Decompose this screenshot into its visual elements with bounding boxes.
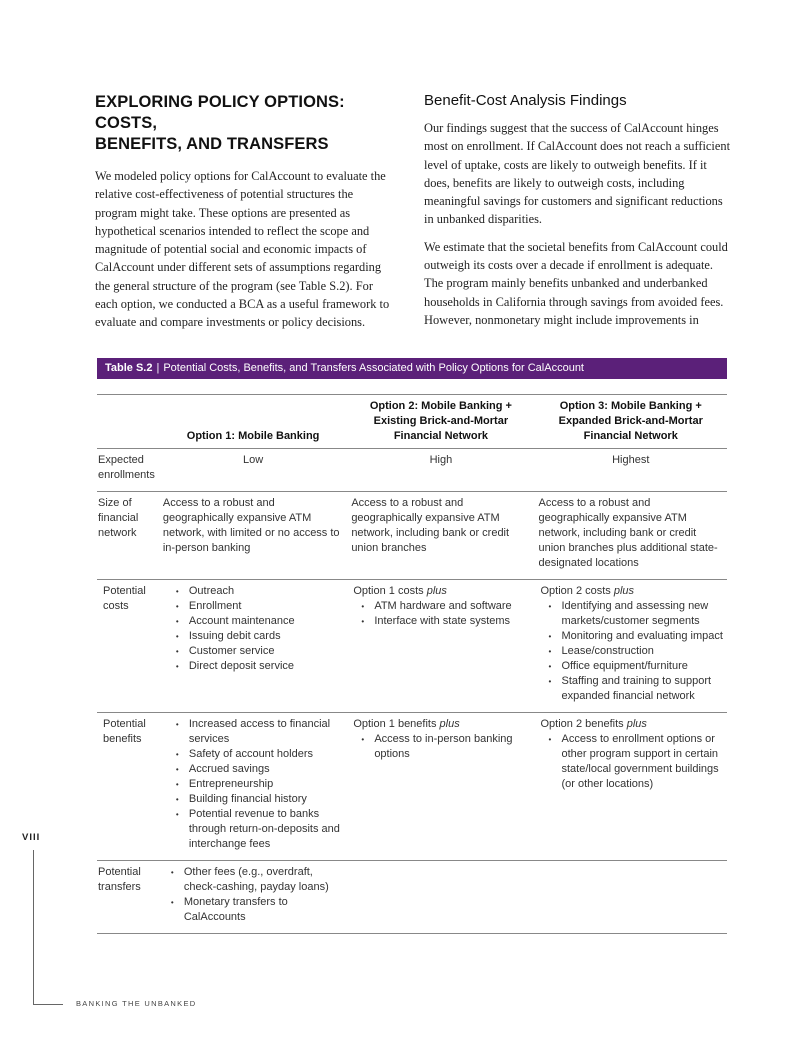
cell-option-1 bbox=[159, 580, 347, 713]
cell-option-2: High bbox=[429, 454, 453, 466]
table-header-row bbox=[97, 395, 727, 449]
lead-text bbox=[353, 717, 530, 732]
list-item: • Outreach bbox=[176, 584, 343, 599]
bullet-list bbox=[163, 865, 343, 925]
row-label: Potential benefits bbox=[103, 718, 146, 745]
list-item: • Customer service bbox=[176, 644, 343, 659]
cell-option-2 bbox=[347, 580, 534, 713]
list-item: • Staffing and training to support expanded financial network bbox=[548, 674, 723, 704]
bullet-list bbox=[163, 584, 343, 674]
table-row-enrollments bbox=[97, 449, 727, 492]
page-number: VIII bbox=[22, 832, 41, 843]
bullet-list bbox=[163, 717, 343, 852]
heading-line-1: EXPLORING POLICY OPTIONS: COSTS, bbox=[95, 93, 345, 132]
row-label: Expected enrollments bbox=[98, 454, 155, 481]
list-item: • Direct deposit service bbox=[176, 659, 343, 674]
list-item: • Access to enrollment options or other program support in certain state/local government buildings (or other locations) bbox=[548, 732, 723, 792]
cell-option-2 bbox=[347, 861, 534, 934]
margin-rule-horizontal bbox=[33, 1004, 63, 1005]
header-option-1: Option 1: Mobile Banking bbox=[186, 430, 320, 442]
heading-line-2: BENEFITS, AND TRANSFERS bbox=[95, 135, 329, 153]
header-empty bbox=[97, 395, 159, 449]
row-label: Potential costs bbox=[103, 585, 146, 612]
list-item: • Interface with state systems bbox=[361, 614, 530, 629]
list-item: • Increased access to financial services bbox=[176, 717, 343, 747]
lead-label: Option 2 benefits bbox=[540, 718, 624, 730]
cell-option-3 bbox=[534, 713, 727, 861]
row-label: Size of financial network bbox=[98, 497, 139, 539]
list-item: • Entrepreneurship bbox=[176, 777, 343, 792]
right-column bbox=[424, 92, 730, 332]
cell-option-1: Access to a robust and geographically expansive ATM network, with limited or no access to in-person banking bbox=[162, 497, 340, 554]
table-title: Potential Costs, Benefits, and Transfers Associated with Policy Options for CalAccount bbox=[163, 362, 584, 374]
list-item: • Access to in-person banking options bbox=[361, 732, 530, 762]
bullet-list bbox=[540, 732, 723, 792]
lead-label: Option 1 costs bbox=[353, 585, 424, 597]
findings-paragraph-2: We estimate that the societal benefits from CalAccount could outweigh its costs over a decade if enrollment is adequate. The program mainly benefits unbanked and underbanked households in California through savings from avoided fees. However, nonmonetary might include improvements in bbox=[424, 239, 728, 327]
table-row-network bbox=[97, 492, 727, 580]
cell-option-1 bbox=[159, 861, 347, 934]
header-option-2: Option 2: Mobile Banking + Existing Brick-and-Mortar Financial Network bbox=[369, 400, 512, 442]
cell-option-2 bbox=[347, 713, 534, 861]
table-label: Table S.2 bbox=[105, 362, 153, 374]
list-item: • Identifying and assessing new markets/customer segments bbox=[548, 599, 723, 629]
cell-option-3: Highest bbox=[612, 454, 650, 466]
cell-option-3 bbox=[534, 580, 727, 713]
intro-paragraph: We modeled policy options for CalAccount to evaluate the relative cost-effectiveness of potential structures the program might take. These options are presented as hypothetical scenarios intended to reflect the scope and magnitude of potential social and economic impacts of CalAccount under different sets of assumptions regarding the general structure of the program (see Table S.2). For each option, we conducted a BCA as a useful framework to evaluate and compare investments or policy decisions. bbox=[95, 169, 390, 330]
lead-emphasis: plus bbox=[439, 718, 460, 730]
table-row-costs bbox=[97, 580, 727, 713]
bullet-list bbox=[353, 732, 530, 762]
lead-emphasis: plus bbox=[426, 585, 447, 597]
table-separator: | bbox=[156, 362, 160, 374]
list-item: • Account maintenance bbox=[176, 614, 343, 629]
cell-option-3: Access to a robust and geographically expansive ATM network, including bank or credit union branches plus additional state-designated locations bbox=[538, 497, 718, 569]
list-item: • Building financial history bbox=[176, 792, 343, 807]
left-column bbox=[95, 92, 395, 332]
running-footer: BANKING THE UNBANKED bbox=[76, 999, 197, 1008]
lead-text bbox=[540, 717, 723, 732]
header-option-3: Option 3: Mobile Banking + Expanded Brick-and-Mortar Financial Network bbox=[558, 400, 703, 442]
list-item: • Safety of account holders bbox=[176, 747, 343, 762]
lead-emphasis: plus bbox=[626, 718, 647, 730]
list-item: • Enrollment bbox=[176, 599, 343, 614]
list-item: • ATM hardware and software bbox=[361, 599, 530, 614]
cell-option-2: Access to a robust and geographically expansive ATM network, including bank or credit union branches bbox=[351, 497, 510, 554]
bullet-list bbox=[540, 599, 723, 704]
list-item: • Lease/construction bbox=[548, 644, 723, 659]
table-title-bar bbox=[97, 358, 727, 379]
margin-rule-vertical bbox=[33, 850, 34, 1005]
table-row-benefits bbox=[97, 713, 727, 861]
cell-option-3 bbox=[534, 861, 727, 934]
list-item: • Monitoring and evaluating impact bbox=[548, 629, 723, 644]
list-item: • Monetary transfers to CalAccounts bbox=[171, 895, 343, 925]
lead-text bbox=[353, 584, 530, 599]
policy-options-table bbox=[97, 394, 727, 934]
lead-text bbox=[540, 584, 723, 599]
findings-paragraph-1: Our findings suggest that the success of CalAccount hinges most on enrollment. If CalAccount does not reach a sufficient level of uptake, costs are likely to outweigh benefits. If it does, benefits are likely to outweigh costs, including meaningful savings for customers and significant reductions in unbanked disparities. bbox=[424, 121, 730, 227]
lead-label: Option 1 benefits bbox=[353, 718, 437, 730]
list-item: • Accrued savings bbox=[176, 762, 343, 777]
list-item: • Issuing debit cards bbox=[176, 629, 343, 644]
list-item: • Potential revenue to banks through return-on-deposits and interchange fees bbox=[176, 807, 343, 852]
lead-emphasis: plus bbox=[613, 585, 635, 597]
list-item: • Other fees (e.g., overdraft, check-cashing, payday loans) bbox=[171, 865, 343, 895]
row-label: Potential transfers bbox=[98, 866, 141, 893]
table-row-transfers bbox=[97, 861, 727, 934]
lead-label: Option 2 costs bbox=[540, 585, 611, 597]
findings-heading: Benefit-Cost Analysis Findings bbox=[424, 92, 627, 109]
bullet-list bbox=[353, 599, 530, 629]
cell-option-1 bbox=[159, 713, 347, 861]
cell-option-1: Low bbox=[242, 454, 264, 466]
list-item: • Office equipment/furniture bbox=[548, 659, 723, 674]
section-heading bbox=[95, 92, 395, 155]
